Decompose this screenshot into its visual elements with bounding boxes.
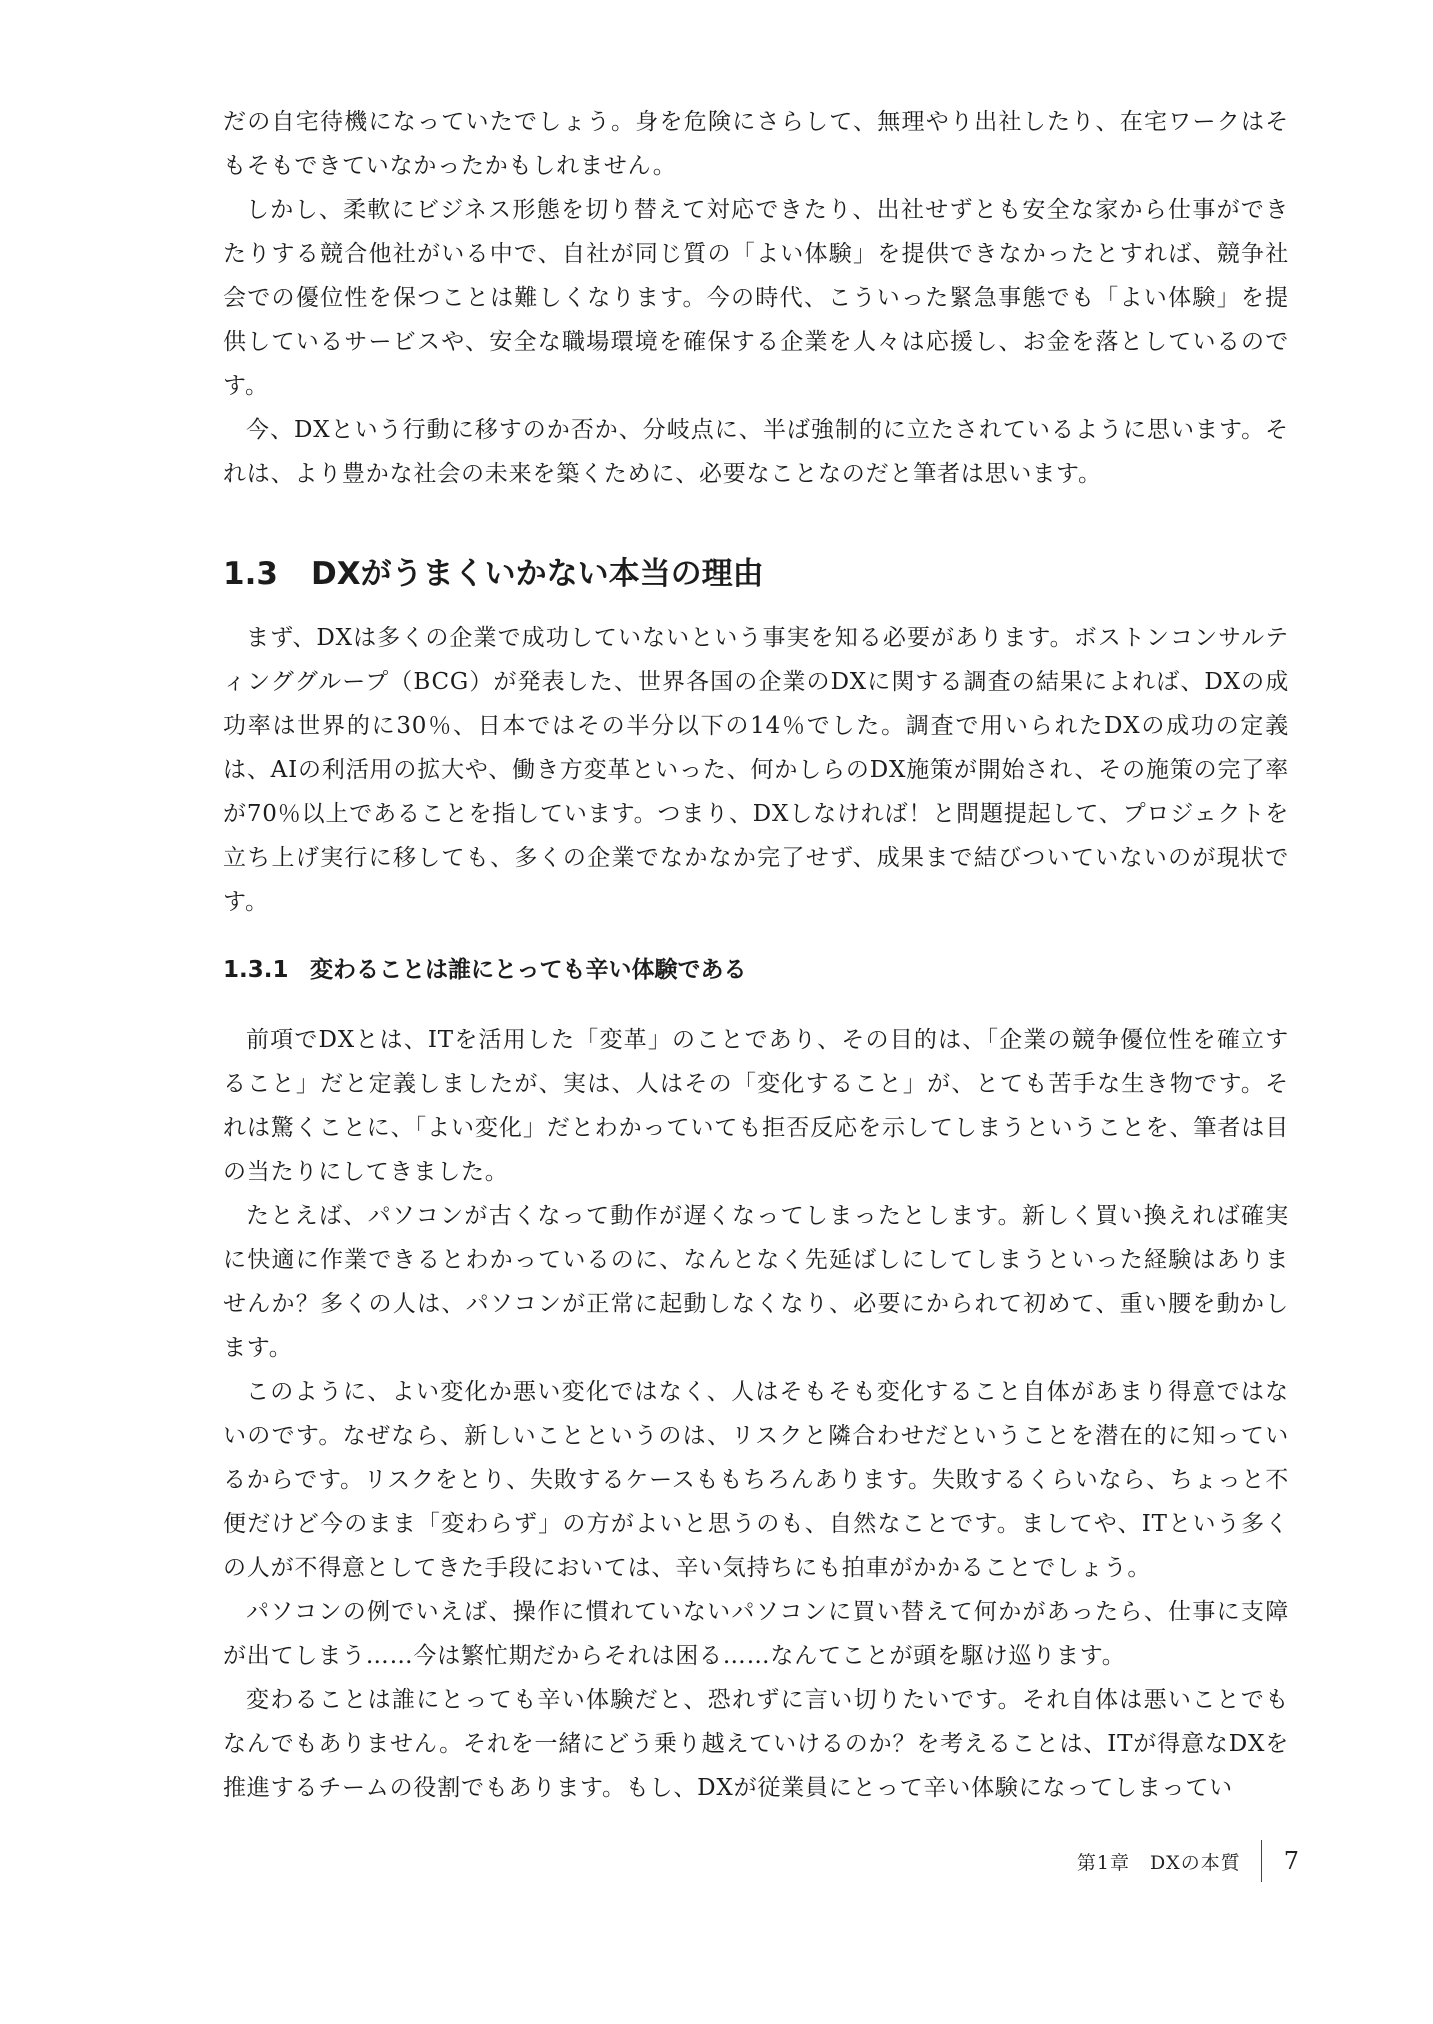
- running-chapter-title: 第1章 DXの本質: [1076, 1851, 1241, 1874]
- body-paragraph: 今、DXという行動に移すのか否か、分岐点に、半ば強制的に立たされているように思います。それは、より豊かな社会の未来を築くために、必要なことなのだと筆者は思います。: [223, 417, 1289, 487]
- page-number: 7: [1283, 1847, 1299, 1875]
- body-paragraph: だの自宅待機になっていたでしょう。身を危険にさらして、無理やり出社したり、在宅ワークはそもそもできていなかったかもしれません。: [223, 109, 1289, 179]
- body-paragraph: パソコンの例でいえば、操作に慣れていないパソコンに買い替えて何かがあったら、仕事に支障が出てしまう……今は繁忙期だからそれは困る……なんてことが頭を駆け巡ります。: [223, 1599, 1289, 1669]
- section-heading: [223, 552, 1289, 596]
- subsection-paragraphs: [223, 1018, 1289, 1810]
- body-paragraph: しかし、柔軟にビジネス形態を切り替えて対応できたり、出社せずとも安全な家から仕事ができたりする競合他社がいる中で、自社が同じ質の「よい体験」を提供できなかったとすれば、競争社会での優位性を保つことは難しくなります。今の時代、こういった緊急事態でも「よい体験」を提供しているサービスや、安全な職場環境を確保する企業を人々は応援し、お金を落としているのです。: [223, 197, 1289, 399]
- body-paragraph: 変わることは誰にとっても辛い体験だと、恐れずに言い切りたいです。それ自体は悪いことでもなんでもありません。それを一緒にどう乗り越えていけるのか？を考えることは、ITが得意なDXを推進するチームの役割でもあります。もし、DXが従業員にとって辛い体験になってしまってい: [223, 1687, 1289, 1801]
- intro-paragraphs: [223, 100, 1289, 496]
- subsection-heading: [223, 950, 1289, 990]
- body-paragraph: たとえば、パソコンが古くなって動作が遅くなってしまったとします。新しく買い換えれば確実に快適に作業できるとわかっているのに、なんとなく先延ばしにしてしまうといった経験はありませんか？多くの人は、パソコンが正常に起動しなくなり、必要にかられて初めて、重い腰を動かします。: [223, 1203, 1289, 1361]
- subsection-number: 1.3.1: [223, 957, 289, 983]
- section-number: 1.3: [223, 556, 278, 592]
- body-paragraph: まず、DXは多くの企業で成功していないという事実を知る必要があります。ボストンコンサルティンググループ（BCG）が発表した、世界各国の企業のDXに関する調査の結果によれば、DXの成功率は世界的に30％、日本ではその半分以下の14％でした。調査で用いられたDXの成功の定義は、AIの利活用の拡大や、働き方変革といった、何かしらのDX施策が開始され、その施策の完了率が70％以上であることを指しています。つまり、DXしなければ！と問題提起して、プロジェクトを立ち上げ実行に移しても、多くの企業でなかなか完了せず、成果まで結びついていないのが現状です。: [223, 625, 1290, 915]
- page-body: [223, 100, 1289, 1810]
- subsection-title: 変わることは誰にとっても辛い体験である: [310, 957, 747, 983]
- footer-divider: [1261, 1840, 1262, 1882]
- body-paragraph: 前項でDXとは、ITを活用した「変革」のことであり、その目的は、「企業の競争優位性を確立すること」だと定義しましたが、実は、人はその「変化すること」が、とても苦手な生き物です。それは驚くことに、「よい変化」だとわかっていても拒否反応を示してしまうということを、筆者は目の当たりにしてきました。: [223, 1027, 1289, 1185]
- section-title: DXがうまくいかない本当の理由: [311, 556, 764, 592]
- body-paragraph: このように、よい変化か悪い変化ではなく、人はそもそも変化すること自体があまり得意ではないのです。なぜなら、新しいことというのは、リスクと隣合わせだということを潜在的に知っているからです。リスクをとり、失敗するケースももちろんあります。失敗するくらいなら、ちょっと不便だけど今のまま「変わらず」の方がよいと思うのも、自然なことです。ましてや、ITという多くの人が不得意としてきた手段においては、辛い気持ちにも拍車がかかることでしょう。: [223, 1379, 1289, 1581]
- page-footer: [1077, 1840, 1299, 1882]
- section-paragraphs: [223, 616, 1289, 924]
